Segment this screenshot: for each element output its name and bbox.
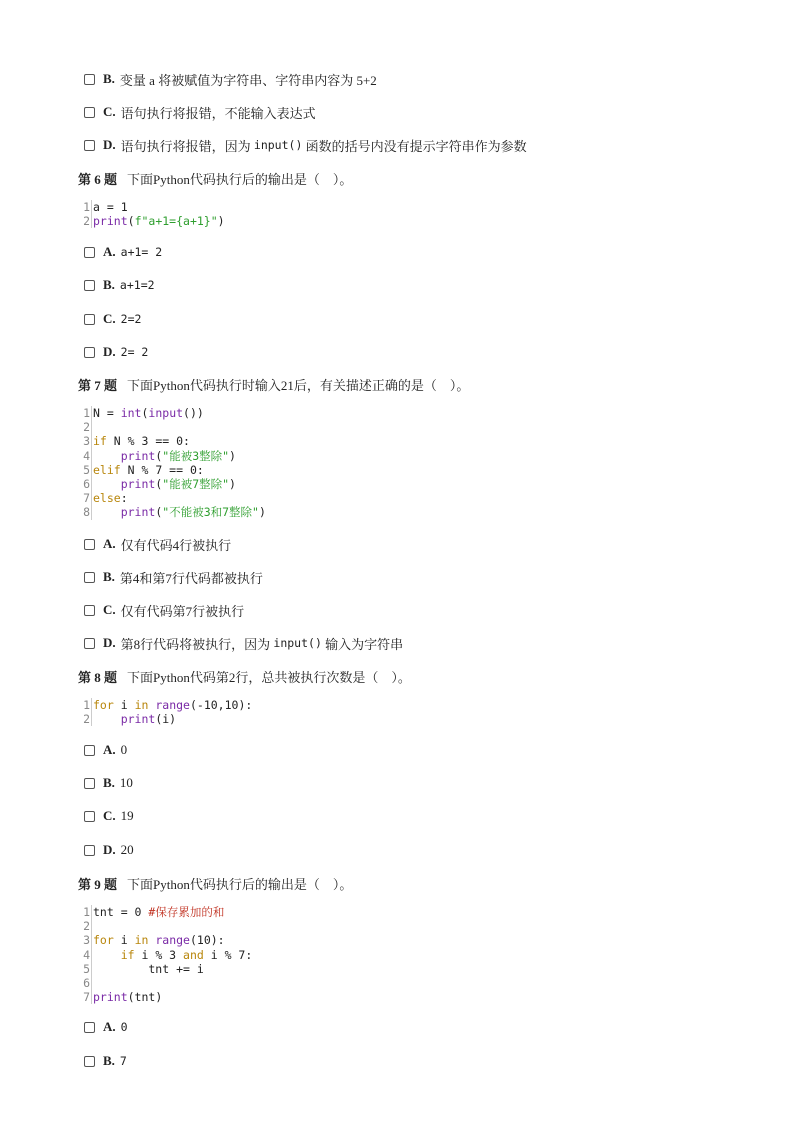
line-number: 6 — [80, 477, 92, 491]
q6-option-d[interactable]: D. 2= 2 — [84, 344, 148, 360]
code-line — [80, 434, 266, 448]
q9-option-b[interactable]: B. 7 — [84, 1053, 127, 1069]
checkbox[interactable] — [84, 1056, 95, 1067]
checkbox[interactable] — [84, 811, 95, 822]
q9-code-block — [80, 905, 252, 1004]
code-token: if — [120, 947, 135, 962]
code-line — [80, 990, 252, 1004]
line-number: 3 — [80, 434, 92, 448]
code-line — [80, 712, 252, 726]
q8-option-c[interactable]: C. 19 — [84, 808, 134, 824]
checkbox[interactable] — [84, 778, 95, 789]
code-token: N % 7 == 0: — [120, 462, 204, 477]
code-token: print — [120, 505, 156, 520]
checkbox[interactable] — [84, 845, 95, 856]
code-token: i % 3 — [134, 947, 184, 962]
checkbox[interactable] — [84, 107, 95, 118]
line-number: 2 — [80, 420, 92, 434]
code-token: if — [93, 434, 107, 449]
q5-option-d[interactable]: D. 语句执行将报错，因为 input() 函数的括号内没有提示字符串作为参数 — [84, 137, 527, 153]
q8-option-d[interactable]: D. 20 — [84, 842, 134, 858]
code-token: ) — [217, 214, 225, 229]
code-token: ( — [155, 505, 163, 520]
code-token — [93, 449, 121, 463]
code-token — [93, 505, 121, 519]
checkbox[interactable] — [84, 1022, 95, 1033]
code-token: int — [120, 406, 142, 420]
code-token: a = 1 — [93, 200, 128, 214]
code-token: print — [120, 448, 156, 463]
code-token: i % 7: — [203, 947, 253, 962]
code-token: #保存累加的和 — [148, 905, 225, 919]
q7-code-block — [80, 406, 266, 520]
code-token: input — [148, 406, 184, 420]
line-number: 7 — [80, 990, 92, 1004]
line-number: 8 — [80, 505, 92, 519]
checkbox[interactable] — [84, 539, 95, 550]
q8-code-block — [80, 698, 252, 726]
question-7-title: 第 7 题 下面Python代码执行时输入21后，有关描述正确的是（ ）。 — [78, 377, 470, 393]
code-token — [93, 948, 121, 962]
code-token: ( — [127, 214, 135, 229]
code-line — [80, 962, 252, 976]
code-line — [80, 948, 252, 962]
checkbox[interactable] — [84, 280, 95, 291]
code-token: print — [120, 476, 156, 491]
line-number: 2 — [80, 712, 92, 726]
code-token: i — [113, 698, 135, 712]
code-token: in — [134, 698, 149, 712]
code-token: "能被7整除" — [162, 476, 230, 491]
code-token: range — [155, 698, 190, 712]
line-number: 6 — [80, 976, 92, 990]
code-token: ) — [229, 476, 236, 491]
q5-option-b[interactable]: B. 变量 a 将被赋值为字符串、字符串内容为 5+2 — [84, 71, 377, 87]
code-line — [80, 698, 252, 712]
code-line — [80, 200, 225, 214]
code-token: ()) — [183, 406, 204, 420]
code-token: print — [93, 214, 128, 229]
code-token: "能被3整除" — [162, 448, 230, 463]
code-line — [80, 491, 266, 505]
code-line — [80, 214, 225, 228]
code-token: else — [93, 491, 121, 506]
code-line — [80, 976, 252, 990]
code-token: print — [120, 712, 156, 727]
q8-option-b[interactable]: B. 10 — [84, 775, 133, 791]
code-token: f"a+1={a+1}" — [134, 214, 218, 229]
checkbox[interactable] — [84, 140, 95, 151]
code-token — [93, 477, 121, 491]
code-token: ) — [229, 448, 236, 463]
code-token: range — [155, 933, 190, 948]
line-number: 1 — [80, 698, 92, 712]
q6-option-b[interactable]: B. a+1=2 — [84, 277, 155, 293]
q7-option-d[interactable]: D. 第8行代码将被执行，因为 input() 输入为字符串 — [84, 635, 403, 651]
checkbox[interactable] — [84, 74, 95, 85]
line-number: 5 — [80, 962, 92, 976]
checkbox[interactable] — [84, 314, 95, 325]
code-token: (-10,10): — [189, 698, 253, 712]
code-line — [80, 919, 252, 933]
code-token: : — [120, 491, 128, 506]
checkbox[interactable] — [84, 605, 95, 616]
line-number: 4 — [80, 948, 92, 962]
q7-option-a[interactable]: A. 仅有代码4行被执行 — [84, 536, 231, 552]
line-number: 3 — [80, 933, 92, 947]
code-token: elif — [93, 462, 121, 477]
code-token: and — [183, 947, 204, 962]
code-line — [80, 406, 266, 420]
code-token: (tnt) — [127, 990, 163, 1005]
code-token: ( — [141, 406, 149, 420]
line-number: 2 — [80, 214, 92, 228]
code-line — [80, 505, 266, 519]
code-token: ( — [155, 448, 163, 463]
line-number: 7 — [80, 491, 92, 505]
line-number: 2 — [80, 919, 92, 933]
code-token: print — [93, 990, 128, 1005]
q6-option-a[interactable]: A. a+1= 2 — [84, 244, 162, 260]
code-token: N = — [93, 406, 121, 420]
code-line — [80, 449, 266, 463]
code-token: (10): — [189, 933, 225, 948]
line-number: 1 — [80, 200, 92, 214]
checkbox[interactable] — [84, 247, 95, 258]
code-token: (i) — [155, 712, 177, 727]
code-line — [80, 420, 266, 434]
code-token: for — [93, 933, 114, 948]
checkbox[interactable] — [84, 638, 95, 649]
q5-option-c[interactable]: C. 语句执行将报错，不能输入表达式 — [84, 104, 316, 120]
q7-option-b[interactable]: B. 第4和第7行代码都被执行 — [84, 569, 263, 585]
code-token — [93, 712, 121, 726]
line-number: 4 — [80, 449, 92, 463]
q8-option-a[interactable]: A. 0 — [84, 742, 127, 758]
checkbox[interactable] — [84, 572, 95, 583]
line-number: 5 — [80, 463, 92, 477]
code-token: tnt = 0 — [93, 905, 149, 919]
q7-option-c[interactable]: C. 仅有代码第7行被执行 — [84, 602, 244, 618]
code-token: for — [93, 698, 114, 712]
code-token: tnt += i — [93, 961, 204, 976]
code-token: i — [113, 933, 135, 948]
code-token: N % 3 == 0: — [106, 434, 190, 449]
q9-option-a[interactable]: A. 0 — [84, 1019, 128, 1035]
code-line — [80, 463, 266, 477]
question-6-title: 第 6 题 下面Python代码执行后的输出是（ ）。 — [78, 171, 353, 187]
q6-code-block — [80, 200, 225, 228]
line-number: 1 — [80, 905, 92, 919]
question-9-title: 第 9 题 下面Python代码执行后的输出是（ ）。 — [78, 876, 353, 892]
line-number: 1 — [80, 406, 92, 420]
question-8-title: 第 8 题 下面Python代码第2行，总共被执行次数是（ ）。 — [78, 669, 411, 685]
code-line — [80, 905, 252, 919]
code-token: ) — [258, 505, 266, 520]
code-line — [80, 933, 252, 947]
checkbox[interactable] — [84, 745, 95, 756]
code-token: "不能被3和7整除" — [162, 505, 259, 520]
q6-option-c[interactable]: C. 2=2 — [84, 311, 141, 327]
code-token: ( — [155, 476, 163, 491]
checkbox[interactable] — [84, 347, 95, 358]
code-token — [148, 933, 155, 947]
code-line — [80, 477, 266, 491]
code-token: in — [134, 933, 149, 948]
code-token — [148, 698, 155, 712]
